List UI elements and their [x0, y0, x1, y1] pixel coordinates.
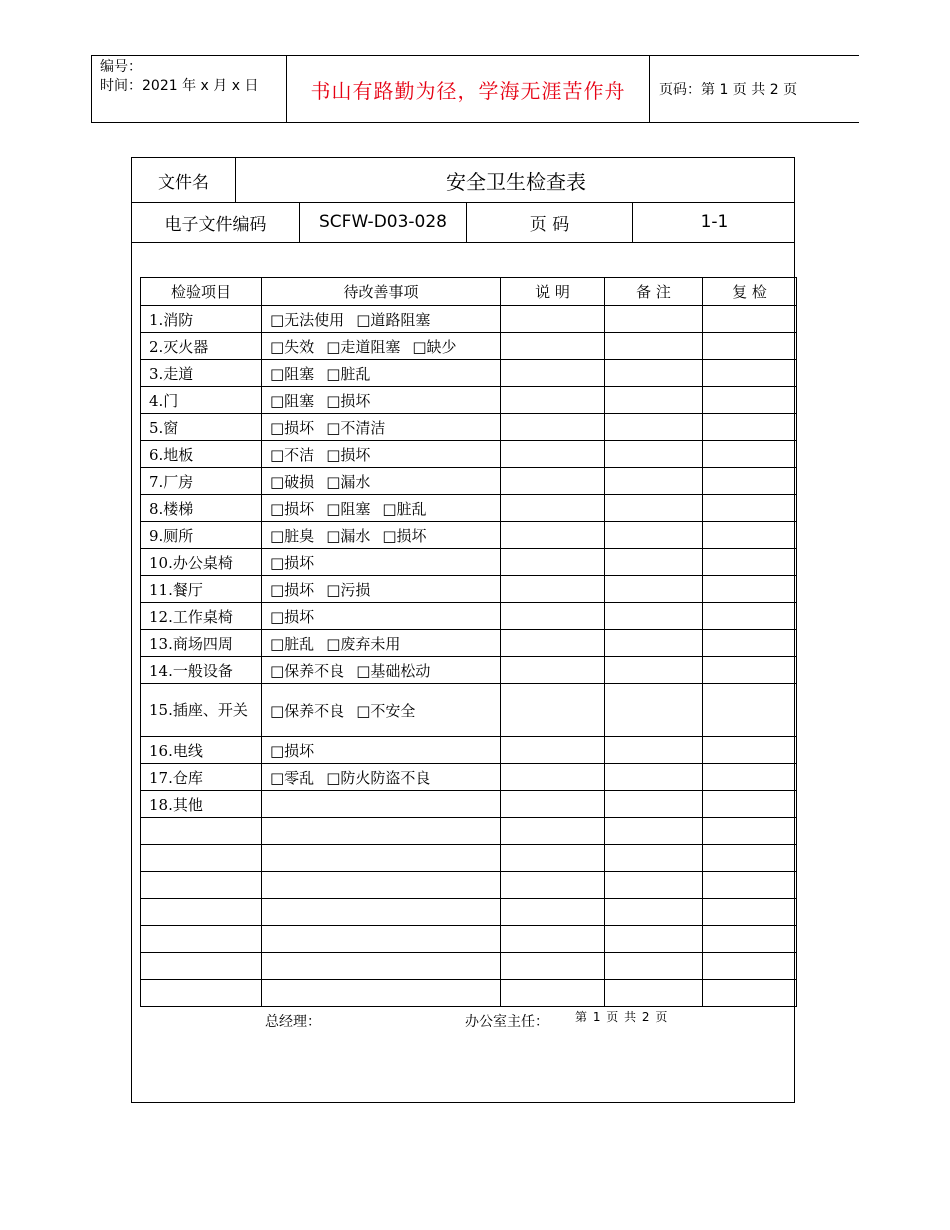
inspection-item: 5.窗: [141, 414, 262, 441]
remarks-cell[interactable]: [605, 441, 703, 468]
issue-checkbox-option[interactable]: □基础松动: [356, 661, 431, 680]
table-row: [141, 603, 797, 630]
col-header-remarks: 备 注: [605, 278, 703, 306]
issue-options: [262, 576, 501, 603]
notes-cell[interactable]: [501, 333, 605, 360]
issue-options: [262, 684, 501, 737]
blank-cell[interactable]: [262, 899, 501, 926]
table-row: [141, 791, 797, 818]
blank-cell[interactable]: [605, 845, 703, 872]
issue-checkbox-option[interactable]: □无法使用: [270, 310, 345, 329]
doc-code-row: [132, 202, 794, 243]
recheck-cell[interactable]: [703, 603, 797, 630]
issue-options: [262, 360, 501, 387]
issue-options: [262, 468, 501, 495]
recheck-cell[interactable]: [703, 414, 797, 441]
table-header-row: [141, 278, 797, 306]
remarks-cell[interactable]: [605, 657, 703, 684]
table-row: [141, 333, 797, 360]
issue-options: [262, 657, 501, 684]
notes-cell[interactable]: [501, 684, 605, 737]
recheck-cell[interactable]: [703, 306, 797, 333]
table-row: [141, 549, 797, 576]
issue-checkbox-option[interactable]: □脏臭: [270, 526, 315, 545]
table-row: [141, 414, 797, 441]
inspection-item: 13.商场四周: [141, 630, 262, 657]
remarks-cell[interactable]: [605, 468, 703, 495]
header-page-number: 页码：第 1 页 共 2 页: [659, 82, 798, 98]
inspection-item: 14.一般设备: [141, 657, 262, 684]
recheck-cell[interactable]: [703, 684, 797, 737]
inspection-item: 16.电线: [141, 737, 262, 764]
col-header-item: 检验项目: [141, 278, 262, 306]
issue-checkbox-option[interactable]: □阻塞: [326, 499, 371, 518]
recheck-cell[interactable]: [703, 657, 797, 684]
blank-cell[interactable]: [703, 953, 797, 980]
notes-cell[interactable]: [501, 495, 605, 522]
issue-options: [262, 441, 501, 468]
inspection-item: 11.餐厅: [141, 576, 262, 603]
remarks-cell[interactable]: [605, 791, 703, 818]
table-row: [141, 387, 797, 414]
table-row: [141, 576, 797, 603]
inspection-item: 18.其他: [141, 791, 262, 818]
issue-checkbox-option[interactable]: □损坏: [270, 580, 315, 599]
table-row: [141, 306, 797, 333]
remarks-cell[interactable]: [605, 603, 703, 630]
blank-cell[interactable]: [501, 845, 605, 872]
remarks-cell[interactable]: [605, 737, 703, 764]
issue-checkbox-option[interactable]: □损坏: [270, 741, 315, 760]
inspection-item: 8.楼梯: [141, 495, 262, 522]
blank-cell[interactable]: [605, 953, 703, 980]
remarks-cell[interactable]: [605, 387, 703, 414]
table-row: [141, 630, 797, 657]
col-header-recheck: 复 检: [703, 278, 797, 306]
issue-options: [262, 333, 501, 360]
doc-code-label: 电子文件编码: [164, 214, 267, 235]
blank-cell[interactable]: [262, 818, 501, 845]
remarks-cell[interactable]: [605, 630, 703, 657]
recheck-cell[interactable]: [703, 360, 797, 387]
issue-checkbox-option[interactable]: □阻塞: [270, 391, 315, 410]
blank-table-row: [141, 818, 797, 845]
doc-title: 安全卫生检查表: [235, 158, 796, 202]
remarks-cell[interactable]: [605, 684, 703, 737]
recheck-cell[interactable]: [703, 468, 797, 495]
table-row: [141, 441, 797, 468]
issue-options: [262, 522, 501, 549]
blank-cell[interactable]: [262, 980, 501, 1007]
remarks-cell[interactable]: [605, 306, 703, 333]
notes-cell[interactable]: [501, 791, 605, 818]
issue-checkbox-option[interactable]: □废弃未用: [326, 634, 401, 653]
issue-checkbox-option[interactable]: □污损: [326, 580, 371, 599]
issue-checkbox-option[interactable]: □零乱: [270, 768, 315, 787]
page-header: [91, 55, 859, 123]
table-row: [141, 684, 797, 737]
issue-options: [262, 549, 501, 576]
notes-cell[interactable]: [501, 414, 605, 441]
issue-checkbox-option[interactable]: □阻塞: [270, 364, 315, 383]
blank-cell[interactable]: [262, 926, 501, 953]
gm-signature-label: 总经理：: [265, 1014, 321, 1030]
issue-checkbox-option[interactable]: □损坏: [270, 418, 315, 437]
issue-checkbox-option[interactable]: □走道阻塞: [326, 337, 401, 356]
blank-cell[interactable]: [501, 980, 605, 1007]
footer-page-number: 第 1 页 共 2 页: [575, 1010, 669, 1024]
inspection-item: 6.地板: [141, 441, 262, 468]
issue-checkbox-option[interactable]: □不清洁: [326, 418, 386, 437]
issue-checkbox-option[interactable]: □不安全: [356, 701, 416, 720]
blank-table-row: [141, 953, 797, 980]
notes-cell[interactable]: [501, 657, 605, 684]
issue-options: [262, 414, 501, 441]
blank-cell[interactable]: [605, 899, 703, 926]
issue-checkbox-option[interactable]: □防火防盗不良: [326, 768, 431, 787]
blank-cell[interactable]: [262, 872, 501, 899]
remarks-cell[interactable]: [605, 549, 703, 576]
notes-cell[interactable]: [501, 387, 605, 414]
blank-cell[interactable]: [605, 872, 703, 899]
issue-options: [262, 630, 501, 657]
header-meta: [91, 56, 286, 122]
table-row: [141, 468, 797, 495]
notes-cell[interactable]: [501, 549, 605, 576]
notes-cell[interactable]: [501, 603, 605, 630]
issue-checkbox-option[interactable]: □破损: [270, 472, 315, 491]
notes-cell[interactable]: [501, 576, 605, 603]
header-divider: [649, 56, 650, 122]
issue-checkbox-option[interactable]: □保养不良: [270, 661, 345, 680]
blank-cell[interactable]: [703, 872, 797, 899]
notes-cell[interactable]: [501, 630, 605, 657]
inspection-item: 4.门: [141, 387, 262, 414]
inspection-item: 12.工作桌椅: [141, 603, 262, 630]
doc-date: 时间：2021 年 x 月 x 日: [100, 78, 259, 94]
doc-number-label: 编号：: [100, 59, 142, 75]
blank-cell[interactable]: [141, 872, 262, 899]
issue-checkbox-option[interactable]: □脏乱: [270, 634, 315, 653]
inspection-form: [131, 157, 795, 1103]
notes-cell[interactable]: [501, 737, 605, 764]
col-header-issues: 待改善事项: [262, 278, 501, 306]
notes-cell[interactable]: [501, 764, 605, 791]
issue-checkbox-option[interactable]: □损坏: [326, 445, 371, 464]
issue-options: [262, 495, 501, 522]
recheck-cell[interactable]: [703, 387, 797, 414]
issue-checkbox-option[interactable]: □损坏: [270, 499, 315, 518]
blank-cell[interactable]: [703, 845, 797, 872]
notes-cell[interactable]: [501, 306, 605, 333]
recheck-cell[interactable]: [703, 495, 797, 522]
issue-checkbox-option[interactable]: □漏水: [326, 526, 371, 545]
blank-table-row: [141, 926, 797, 953]
issue-checkbox-option[interactable]: □保养不良: [270, 701, 345, 720]
table-row: [141, 657, 797, 684]
remarks-cell[interactable]: [605, 576, 703, 603]
inspection-item: 9.厕所: [141, 522, 262, 549]
doc-title-row: [132, 158, 794, 203]
blank-cell[interactable]: [141, 953, 262, 980]
inspection-item: 2.灭火器: [141, 333, 262, 360]
office-director-signature-label: 办公室主任：: [465, 1014, 549, 1030]
issue-checkbox-option[interactable]: □漏水: [326, 472, 371, 491]
remarks-cell[interactable]: [605, 360, 703, 387]
blank-cell[interactable]: [141, 926, 262, 953]
recheck-cell[interactable]: [703, 791, 797, 818]
blank-cell[interactable]: [141, 899, 262, 926]
recheck-cell[interactable]: [703, 630, 797, 657]
col-header-notes: 说 明: [501, 278, 605, 306]
recheck-cell[interactable]: [703, 764, 797, 791]
issue-options: [262, 791, 501, 818]
blank-cell[interactable]: [501, 926, 605, 953]
header-motto: 书山有路勤为径，学海无涯苦作舟: [310, 78, 626, 103]
notes-cell[interactable]: [501, 468, 605, 495]
remarks-cell[interactable]: [605, 764, 703, 791]
blank-cell[interactable]: [703, 926, 797, 953]
blank-cell[interactable]: [141, 980, 262, 1007]
blank-table-row: [141, 872, 797, 899]
issue-options: [262, 387, 501, 414]
issue-options: [262, 306, 501, 333]
issue-options: [262, 603, 501, 630]
blank-table-row: [141, 845, 797, 872]
blank-cell[interactable]: [501, 872, 605, 899]
blank-cell[interactable]: [703, 899, 797, 926]
issue-checkbox-option[interactable]: □道路阻塞: [356, 310, 431, 329]
issue-checkbox-option[interactable]: □脏乱: [382, 499, 427, 518]
blank-cell[interactable]: [501, 899, 605, 926]
notes-cell[interactable]: [501, 360, 605, 387]
inspection-item: 10.办公桌椅: [141, 549, 262, 576]
remarks-cell[interactable]: [605, 333, 703, 360]
recheck-cell[interactable]: [703, 576, 797, 603]
remarks-cell[interactable]: [605, 414, 703, 441]
table-row: [141, 764, 797, 791]
blank-cell[interactable]: [501, 818, 605, 845]
doc-code-value: SCFW-D03-028: [299, 202, 466, 242]
table-row: [141, 522, 797, 549]
inspection-item: 3.走道: [141, 360, 262, 387]
blank-cell[interactable]: [262, 953, 501, 980]
issue-checkbox-option[interactable]: □损坏: [382, 526, 427, 545]
recheck-cell[interactable]: [703, 737, 797, 764]
blank-cell[interactable]: [262, 845, 501, 872]
blank-table-row: [141, 899, 797, 926]
inspection-item: 17.仓库: [141, 764, 262, 791]
inspection-item: 1.消防: [141, 306, 262, 333]
blank-cell[interactable]: [605, 980, 703, 1007]
blank-cell[interactable]: [703, 818, 797, 845]
issue-options: [262, 737, 501, 764]
notes-cell[interactable]: [501, 441, 605, 468]
issue-checkbox-option[interactable]: □脏乱: [326, 364, 371, 383]
inspection-table: [140, 277, 797, 1007]
recheck-cell[interactable]: [703, 333, 797, 360]
blank-cell[interactable]: [141, 818, 262, 845]
notes-cell[interactable]: [501, 522, 605, 549]
issue-checkbox-option[interactable]: □失效: [270, 337, 315, 356]
issue-options: [262, 764, 501, 791]
blank-cell[interactable]: [605, 818, 703, 845]
recheck-cell[interactable]: [703, 549, 797, 576]
issue-checkbox-option[interactable]: □损坏: [270, 607, 315, 626]
inspection-item: 7.厂房: [141, 468, 262, 495]
table-row: [141, 495, 797, 522]
issue-checkbox-option[interactable]: □损坏: [270, 553, 315, 572]
remarks-cell[interactable]: [605, 495, 703, 522]
doc-page-label: 页 码: [466, 202, 632, 242]
blank-cell[interactable]: [501, 953, 605, 980]
doc-name-label: 文件名: [158, 172, 209, 193]
issue-checkbox-option[interactable]: □损坏: [326, 391, 371, 410]
inspection-item: 15.插座、开关: [141, 684, 262, 737]
issue-checkbox-option[interactable]: □缺少: [412, 337, 457, 356]
issue-checkbox-option[interactable]: □不洁: [270, 445, 315, 464]
remarks-cell[interactable]: [605, 522, 703, 549]
table-row: [141, 360, 797, 387]
blank-table-row: [141, 980, 797, 1007]
blank-cell[interactable]: [703, 980, 797, 1007]
recheck-cell[interactable]: [703, 441, 797, 468]
recheck-cell[interactable]: [703, 522, 797, 549]
doc-page-value: 1-1: [632, 202, 796, 242]
blank-cell[interactable]: [605, 926, 703, 953]
blank-cell[interactable]: [141, 845, 262, 872]
table-row: [141, 737, 797, 764]
